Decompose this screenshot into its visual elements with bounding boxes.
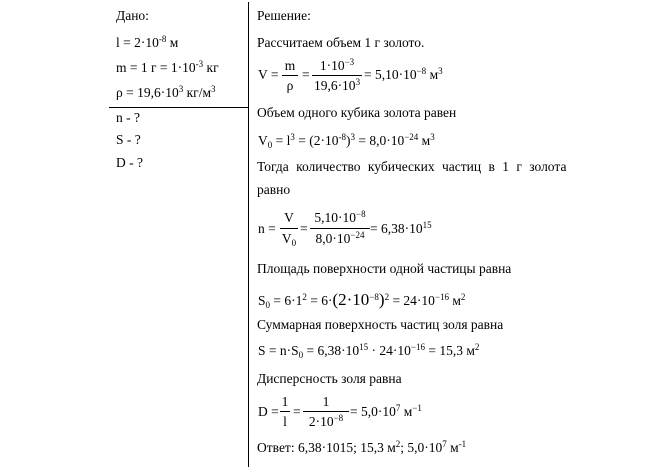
- given-find-divider: [109, 107, 248, 108]
- solution-line-3a: Тогда количество кубических частиц в 1 г золота: [257, 159, 567, 174]
- find-d: D - ?: [116, 155, 143, 170]
- solution-line-4: Площадь поверхности одной частицы равна: [257, 261, 512, 276]
- answer: Ответ: 6,38·1015; 15,3 $м^2$; $5,0\cdot 10^7$ $м^{-1}$: [257, 439, 467, 455]
- equation-total-area: $S = n\cdot S_0 = 6,38\cdot 10^{15} \cdot 24\cdot 10^{-16} = 15,3$ $м^2$: [258, 342, 480, 360]
- equation-particle-area: $S_0 = 6\cdot 1^2 = 6\cdot(2\cdot 10^{-8})^2 = 24\cdot 10^{-16}$ $м^2$: [258, 290, 466, 310]
- solution-line-3b: равно: [257, 182, 291, 197]
- given-rho: $\rho = 19,6\cdot 10^3$ $кг/м^3$: [116, 84, 216, 100]
- given-l: $l = 2\cdot 10^{-8}$ м: [116, 34, 179, 50]
- solution-title: Решение:: [257, 8, 311, 23]
- solution-line-6: Дисперсность золя равна: [257, 371, 402, 386]
- solution-line-2: Объем одного кубика золота равен: [257, 105, 457, 120]
- find-n: n - ?: [116, 110, 140, 125]
- solution-line-1: Рассчитаем объем 1 г золото.: [257, 35, 425, 50]
- find-s: S - ?: [116, 132, 141, 147]
- column-divider: [248, 2, 249, 467]
- solution-line-5: Суммарная поверхность частиц золя равна: [257, 317, 504, 332]
- given-title: Дано:: [116, 8, 149, 23]
- given-m: m = 1 $г = 1\cdot 10^{-3}$ кг: [116, 59, 219, 75]
- equation-cube-volume: $V_0 = l^3 = (2\cdot 10^{-8})^3 = 8,0\cdot 10^{-24}$ $м^3$: [258, 132, 435, 150]
